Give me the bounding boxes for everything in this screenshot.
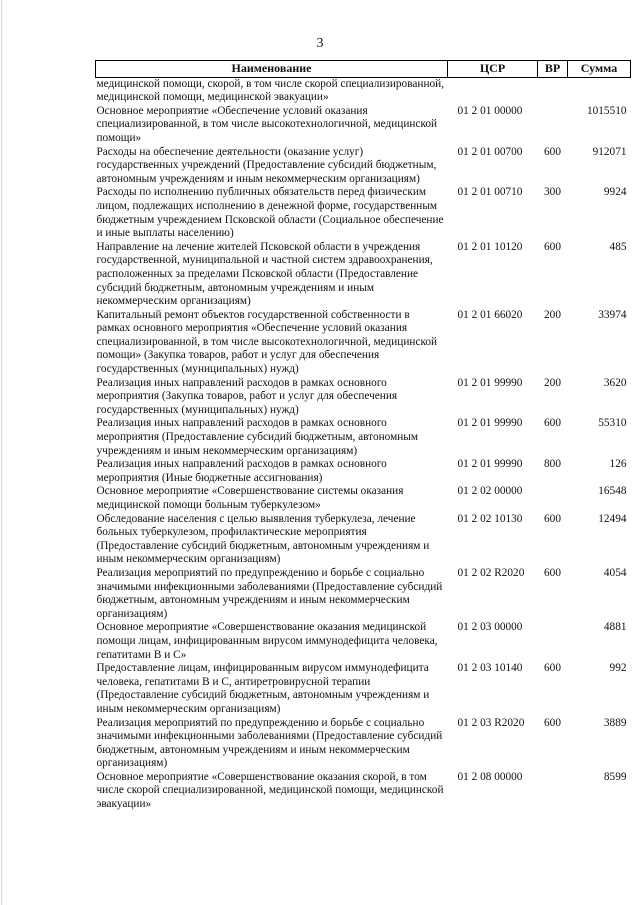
row-name: медицинской помощи, скорой, в том числе скорой специализированной, медицинской помощи, медицинской эвакуации» (96, 77, 445, 104)
row-sum: 4054 (603, 566, 627, 579)
row-code: 01 2 02 10130 (457, 512, 523, 525)
table-header-row (96, 61, 631, 78)
row-code: 01 2 03 00000 (457, 621, 523, 634)
row-sum (568, 77, 631, 105)
scan-edge-line (1, 0, 2, 905)
row-sum: 992 (609, 662, 627, 675)
row-name: Основное мероприятие «Совершенствование оказания медицинской помощи лицам, инфицированным вирусом иммунодефицита человека, гепатитами В и С» (96, 621, 438, 661)
column-header-code: ЦСР (448, 61, 538, 78)
row-vr: 200 (544, 376, 561, 389)
row-sum: 12494 (598, 512, 627, 525)
row-name: Расходы по исполнению публичных обязательств перед физическим лицом, подлежащих исполнению в денежной форме, государственным бюджетным учреждением Псковской области (Социальное обеспечение и иные выплаты населению) (96, 186, 444, 240)
table-row (96, 146, 631, 187)
row-sum: 3620 (603, 376, 627, 389)
row-name: Реализация мероприятий по предупреждению и борьбе с социально значимыми инфекционными заболеваниями (Предоставление субсидий бюджетным, автономным учреждениям и иным некоммерческим организациям) (96, 566, 443, 620)
row-sum: 485 (609, 240, 627, 253)
page-number: 3 (316, 36, 324, 51)
row-sum: 1015510 (586, 104, 627, 117)
row-sum: 4881 (603, 621, 627, 634)
row-vr: 600 (544, 716, 561, 729)
column-header-sum: Сумма (568, 61, 631, 78)
row-name: Предоставление лицам, инфицированным вирусом иммунодефицита человека, гепатитами В и С, антиретровирусной терапии (Предоставление субсидий бюджетным, автономным учреждениям и иным некоммерческим организациям) (96, 662, 430, 715)
row-code: 01 2 01 99990 (457, 458, 523, 471)
table-row (96, 771, 631, 812)
row-name: Капитальный ремонт объектов государственной собственности в рамках основного мероприятия «Обеспечение условий оказания специализированной, в том числе высокотехнологичной, медицинской помощи» (Закупка товаров, работ и услуг для обеспечения государственных (муниципальных) нужд) (96, 308, 438, 376)
table-row (96, 621, 631, 662)
column-header-vr: ВР (538, 61, 568, 78)
row-vr: 600 (544, 512, 561, 525)
row-sum: 16548 (598, 485, 627, 498)
table-row (96, 662, 631, 716)
row-code: 01 2 01 99990 (457, 417, 523, 430)
row-vr: 600 (544, 662, 561, 675)
row-name: Основное мероприятие «Обеспечение условий оказания специализированной, в том числе высокотехнологичной, медицинской помощи» (96, 104, 438, 144)
row-code (448, 77, 538, 105)
table-row (96, 485, 631, 512)
row-code: 01 2 08 00000 (457, 770, 523, 783)
table-row (96, 105, 631, 146)
row-vr (538, 77, 568, 105)
table-row (96, 513, 631, 567)
row-vr (538, 621, 568, 662)
row-code: 01 2 01 00000 (457, 104, 523, 117)
row-name: Реализация иных направлений расходов в рамках основного мероприятия (Иные бюджетные ассигнования) (96, 458, 387, 484)
table-row (96, 458, 631, 485)
row-code: 01 2 03 10140 (457, 662, 523, 675)
budget-table (95, 60, 631, 812)
row-code: 01 2 01 10120 (457, 240, 523, 253)
row-name: Реализация иных направлений расходов в рамках основного мероприятия (Предоставление субсидий бюджетным, автономным учреждениям и иным некоммерческим организациям) (96, 417, 419, 457)
row-vr: 600 (544, 240, 561, 253)
row-vr (538, 485, 568, 512)
table-row (96, 186, 631, 240)
row-code: 01 2 01 99990 (457, 376, 523, 389)
row-name: Основное мероприятие «Совершенствование системы оказания медицинской помощи больным туберкулезом» (96, 485, 404, 511)
row-vr: 800 (544, 458, 561, 471)
row-sum: 126 (609, 458, 627, 471)
table-row (96, 377, 631, 418)
row-sum: 9924 (603, 186, 627, 199)
row-name: Реализация мероприятий по предупреждению и борьбе с социально значимыми инфекционными заболеваниями (Предоставление субсидий бюджетным, автономным учреждениям и иным некоммерческим организациям) (96, 716, 443, 770)
row-name: Обследование населения с целью выявления туберкулеза, лечение больных туберкулезом, профилактические мероприятия (Предоставление субсидий бюджетным, автономным учреждениям и иным некоммерческим организациям) (96, 512, 430, 566)
row-sum: 55310 (598, 417, 627, 430)
row-vr (538, 771, 568, 812)
row-vr: 300 (544, 186, 561, 199)
row-sum: 3889 (603, 716, 627, 729)
row-vr: 600 (544, 145, 561, 158)
row-vr (538, 105, 568, 146)
row-sum: 912071 (592, 145, 627, 158)
row-code: 01 2 01 00700 (457, 145, 523, 158)
row-code: 01 2 01 66020 (457, 308, 523, 321)
row-code: 01 2 03 R2020 (457, 716, 525, 729)
row-name: Расходы на обеспечение деятельности (оказание услуг) государственных учреждений (Предоставление субсидий бюджетным, автономным учреждениям и иным некоммерческим организациям) (96, 145, 437, 185)
row-vr: 600 (544, 417, 561, 430)
row-code: 01 2 02 00000 (457, 485, 523, 498)
row-vr: 200 (544, 308, 561, 321)
table-row (96, 417, 631, 458)
row-name: Реализация иных направлений расходов в рамках основного мероприятия (Закупка товаров, работ и услуг для обеспечения государственных (муниципальных) нужд) (96, 376, 398, 416)
table-row (96, 309, 631, 377)
row-name: Направление на лечение жителей Псковской области в учреждения государственной, муниципальной и частной систем здравоохранения, расположенных за пределами Псковской области (Предоставление субсидий бюджетным, автономным учреждениям и иным некоммерческим организациям) (96, 240, 433, 308)
table-row (96, 567, 631, 621)
row-sum: 8599 (603, 770, 627, 783)
row-code: 01 2 01 00710 (457, 186, 523, 199)
row-sum: 33974 (598, 308, 627, 321)
table-row (96, 717, 631, 771)
row-name: Основное мероприятие «Совершенствование оказания скорой, в том числе скорой специализированной, медицинской помощи, медицинской эвакуации» (96, 770, 444, 811)
table-row (96, 77, 631, 105)
table-row (96, 241, 631, 309)
row-vr: 600 (544, 566, 561, 579)
row-code: 01 2 02 R2020 (457, 566, 525, 579)
column-header-name: Наименование (96, 61, 448, 78)
